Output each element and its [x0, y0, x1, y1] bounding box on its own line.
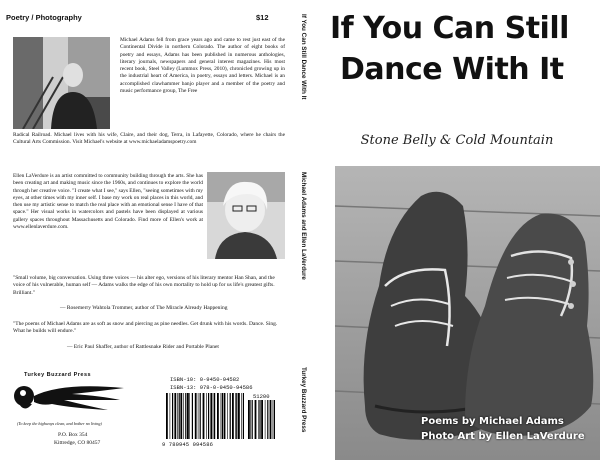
spine-title: If You Can Still Dance With It	[300, 14, 307, 100]
book-subtitle: Stone Belly & Cold Mountain	[360, 133, 554, 148]
artist-bio: Ellen LaVerdure is an artist committed to community building through the arts. She has been creating art and making music since the 1960s, and continues to explore the world through her creative voice. "I create what I see," says Ellen, "seeing sometimes with my eyes, at other times with my inner self. I base my work on real places in this world, and then use my artistic sense to match the real place with an emotional sense I have of that space." Her visual works in watercolors and pastels have been displayed at various gallery spaces throughout Massachusetts and Colorado. Find more of Ellen's work at www.ellenlaverdure.com.	[13, 173, 203, 231]
turkey-buzzard-logo-icon	[12, 378, 127, 418]
publisher-address-line: Kittredge, CO 80457	[54, 440, 101, 446]
publisher-name: Turkey Buzzard Press	[24, 372, 92, 378]
review-quote: "The poems of Michael Adams are as soft as snow and piercing as pine needles. Get drunk with his words. Dance. Sing. What he builds will endure."	[13, 321, 278, 335]
barcode-icon	[166, 393, 244, 439]
category-label: Poetry / Photography	[6, 13, 82, 22]
isbn-10: ISBN-10: 0-9450-94582	[170, 376, 240, 383]
book-title-line-1: If You Can Still	[330, 11, 569, 46]
spine-authors: Michael Adams and Ellen LaVerdure	[300, 172, 307, 280]
author-photo	[13, 37, 110, 129]
author-bio: Michael Adams fell from grace years ago and came to rest just east of the Continental Divide in northern Colorado. The author of eight books of poetry and essays, Adams has been published in numerous anthologies, literary journals, newspapers and general interest magazines. His most recent book, Steel Valley (Lummox Press, 2010), chronicled growing up in the industrial heart of America, in poetry, essays and letters. Michael is an accomplished clawhammer banjo player and a member of the poetry and music performance group, The Free	[120, 37, 285, 95]
isbn-13: ISBN-13: 978-0-9450-94586	[170, 384, 253, 391]
review-attribution: — Eric Paul Shaffer, author of Rattlesnake Rider and Portable Planet	[67, 344, 219, 350]
poems-credit: Poems by Michael Adams	[421, 416, 564, 427]
book-title-line-2: Dance With It	[340, 52, 564, 87]
price-code: 51200	[253, 393, 270, 400]
photo-credit: Photo Art by Ellen LaVerdure	[421, 431, 585, 442]
barcode-addon-icon	[248, 400, 276, 439]
review-attribution: — Rosemerry Wahtola Trommer, author of The Miracle Already Happening	[60, 305, 228, 311]
back-cover	[0, 0, 293, 460]
review-quote: "Small volume, big conversation. Using three voices — his alter ego, versions of his literary mentor Han Shan, and the voice of his vulnerable, human self — Adams walks the edge of his own mortality to hold up for us life's greatest gifts. Brilliant."	[13, 275, 275, 296]
author-bio-continued: Radical Railroad. Michael lives with his wife, Claire, and their dog, Terra, in Lafayette, Colorado, where he chairs the Cultural Arts Commission. Visit Michael's website at www.michaeladamspoetry.com	[13, 132, 285, 146]
publisher-motto: (To keep the highways clean, and bother no living)	[17, 421, 102, 426]
price-label: $12	[256, 13, 269, 22]
spine	[293, 0, 314, 460]
spine-publisher: Turkey Buzzard Press	[300, 367, 307, 433]
front-cover	[314, 0, 600, 460]
publisher-address-line: P.O. Box 354	[58, 432, 88, 438]
isbn-barcode-block	[160, 374, 282, 452]
artist-photo	[207, 172, 285, 259]
barcode-digits: 9 780945 094586	[162, 441, 214, 448]
